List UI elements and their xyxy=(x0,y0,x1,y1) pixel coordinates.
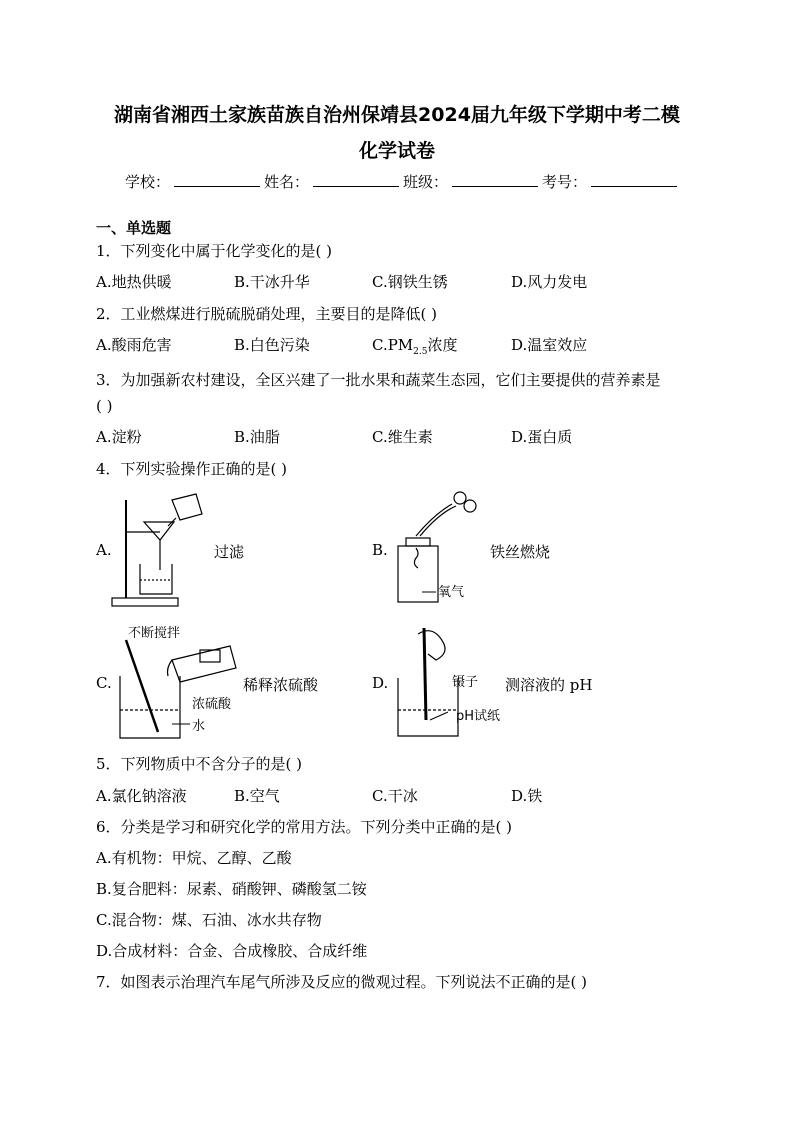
q4-c-caption: 稀释浓硫酸 xyxy=(243,676,319,694)
class-blank xyxy=(452,172,538,187)
q2-option-c xyxy=(372,334,458,357)
q4-d-caption: 测溶液的 pH xyxy=(505,676,593,694)
q6-option-d: D.合成材料：合金、合成橡胶、合成纤维 xyxy=(96,942,368,960)
q7-stem: 7．如图表示治理汽车尾气所涉及反应的微观过程。下列说法不正确的是( ) xyxy=(96,973,588,991)
q4-option-d: D. xyxy=(372,674,389,692)
q3-option-d: D.蛋白质 xyxy=(511,428,573,446)
q1-option-d: D.风力发电 xyxy=(511,273,588,291)
q2-stem: 2．工业燃煤进行脱硫脱硝处理，主要目的是降低( ) xyxy=(96,305,438,323)
number-blank xyxy=(591,172,677,187)
ph-test-figure xyxy=(388,624,508,744)
section-heading: 一、单选题 xyxy=(96,219,172,237)
q4-d-tweezers-label: 镊子 xyxy=(452,675,479,690)
q4-option-a: A. xyxy=(96,541,112,559)
q4-d-paper-label: pH试纸 xyxy=(456,709,501,724)
q3-stem: 3．为加强新农村建设，全区兴建了一批水果和蔬菜生态园，它们主要提供的营养素是 xyxy=(96,371,661,389)
q2-option-c-pre: C.PM xyxy=(372,336,414,354)
number-label: 考号： xyxy=(542,173,588,191)
school-blank xyxy=(174,172,260,187)
student-info-row xyxy=(125,171,681,192)
q3-stem-paren: ( ) xyxy=(96,397,113,415)
name-blank xyxy=(313,172,399,187)
school-label: 学校： xyxy=(125,173,171,191)
q5-option-d: D.铁 xyxy=(511,787,543,805)
iron-burning-figure xyxy=(386,488,486,610)
q3-option-b: B.油脂 xyxy=(234,428,280,446)
q6-option-b: B.复合肥料：尿素、硝酸钾、磷酸氢二铵 xyxy=(96,880,367,898)
q5-stem: 5．下列物质中不含分子的是( ) xyxy=(96,755,303,773)
q4-c-acid-label: 浓硫酸 xyxy=(192,697,232,712)
q4-b-oxygen-label: 氧气 xyxy=(438,585,465,600)
q1-option-b: B.干冰升华 xyxy=(234,273,310,291)
q2-option-c-post: 浓度 xyxy=(427,336,458,354)
q3-option-c: C.维生素 xyxy=(372,428,433,446)
q2-option-c-sub: 2.5 xyxy=(413,347,428,357)
q5-option-c: C.干冰 xyxy=(372,787,418,805)
dilute-acid-figure xyxy=(112,624,242,744)
class-label: 班级： xyxy=(403,173,449,191)
name-label: 姓名： xyxy=(264,173,310,191)
q5-option-b: B.空气 xyxy=(234,787,280,805)
q2-option-a: A.酸雨危害 xyxy=(96,336,172,354)
q6-option-a: A.有机物：甲烷、乙醇、乙酸 xyxy=(96,849,292,867)
q4-c-water-label: 水 xyxy=(192,719,206,734)
q3-option-a: A.淀粉 xyxy=(96,428,142,446)
q5-option-a: A.氯化钠溶液 xyxy=(96,787,187,805)
q2-option-d: D.温室效应 xyxy=(511,336,588,354)
exam-title-line1: 湖南省湘西土家族苗族自治州保靖县2024届九年级下学期中考二模 xyxy=(114,104,680,126)
q2-option-b: B.白色污染 xyxy=(234,336,310,354)
exam-title-line2: 化学试卷 xyxy=(358,140,435,162)
q4-b-caption: 铁丝燃烧 xyxy=(490,543,551,561)
q1-stem: 1．下列变化中属于化学变化的是( ) xyxy=(96,242,333,260)
q4-a-caption: 过滤 xyxy=(214,543,245,561)
q4-stem: 4．下列实验操作正确的是( ) xyxy=(96,460,288,478)
q4-c-stir-label: 不断搅拌 xyxy=(128,626,181,641)
q1-option-a: A.地热供暖 xyxy=(96,273,172,291)
q6-stem: 6．分类是学习和研究化学的常用方法。下列分类中正确的是( ) xyxy=(96,818,513,836)
filtration-figure xyxy=(110,488,210,610)
q1-option-c: C.钢铁生锈 xyxy=(372,273,448,291)
q6-option-c: C.混合物：煤、石油、冰水共存物 xyxy=(96,911,322,929)
q4-option-c: C. xyxy=(96,674,112,692)
q4-option-b: B. xyxy=(372,541,388,559)
